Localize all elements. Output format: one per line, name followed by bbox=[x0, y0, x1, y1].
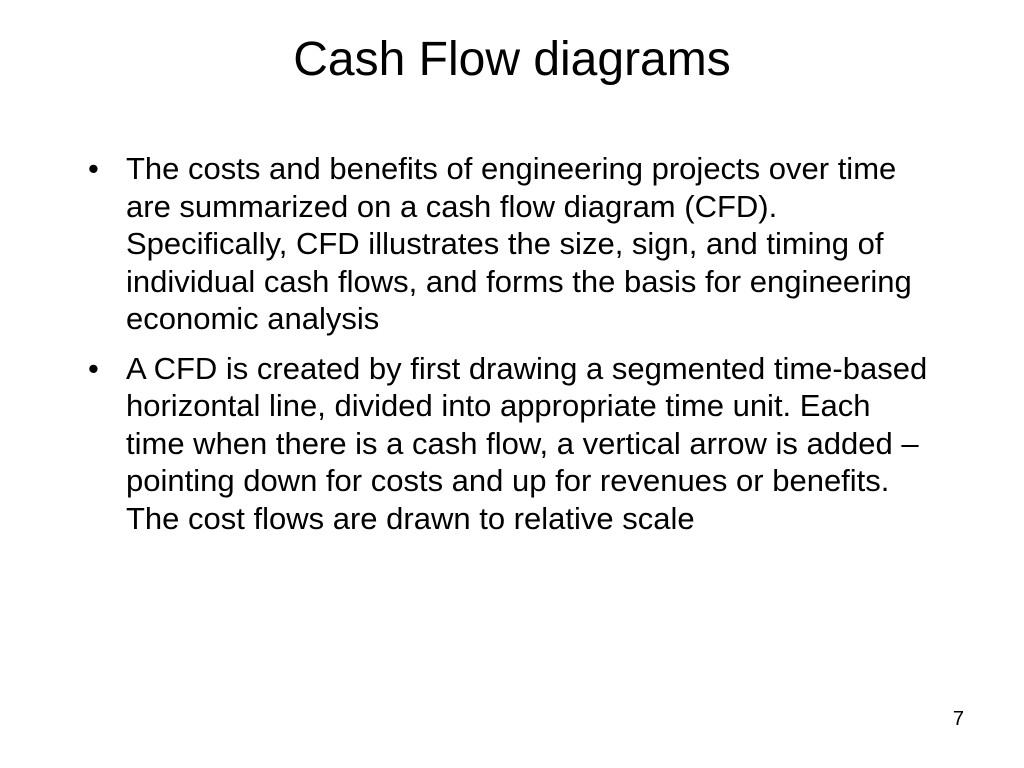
page-number: 7 bbox=[952, 708, 964, 730]
bullet-list bbox=[84, 150, 934, 549]
bullet-item-cfd-construction bbox=[84, 350, 934, 538]
bullet-icon: • bbox=[88, 350, 99, 386]
bullet-text: A CFD is created by first drawing a segmented time-based horizontal line, divided into appropriate time unit. Each time when there is a cash flow, a vertical arrow is added – pointing down for costs and up for revenues or benefits. The cost flows are drawn to relative scale bbox=[126, 350, 928, 536]
bullet-icon: • bbox=[88, 151, 99, 186]
bullet-text: The costs and benefits of engineering projects over time are summarized on a cash flow diagram (CFD). Specifically, CFD illustrates the size, sign, and timing of individual cash flows, and forms the basis for engineering economic analysis bbox=[126, 151, 912, 336]
bullet-item-cfd-definition bbox=[84, 150, 934, 338]
slide-title: Cash Flow diagrams bbox=[293, 33, 731, 86]
